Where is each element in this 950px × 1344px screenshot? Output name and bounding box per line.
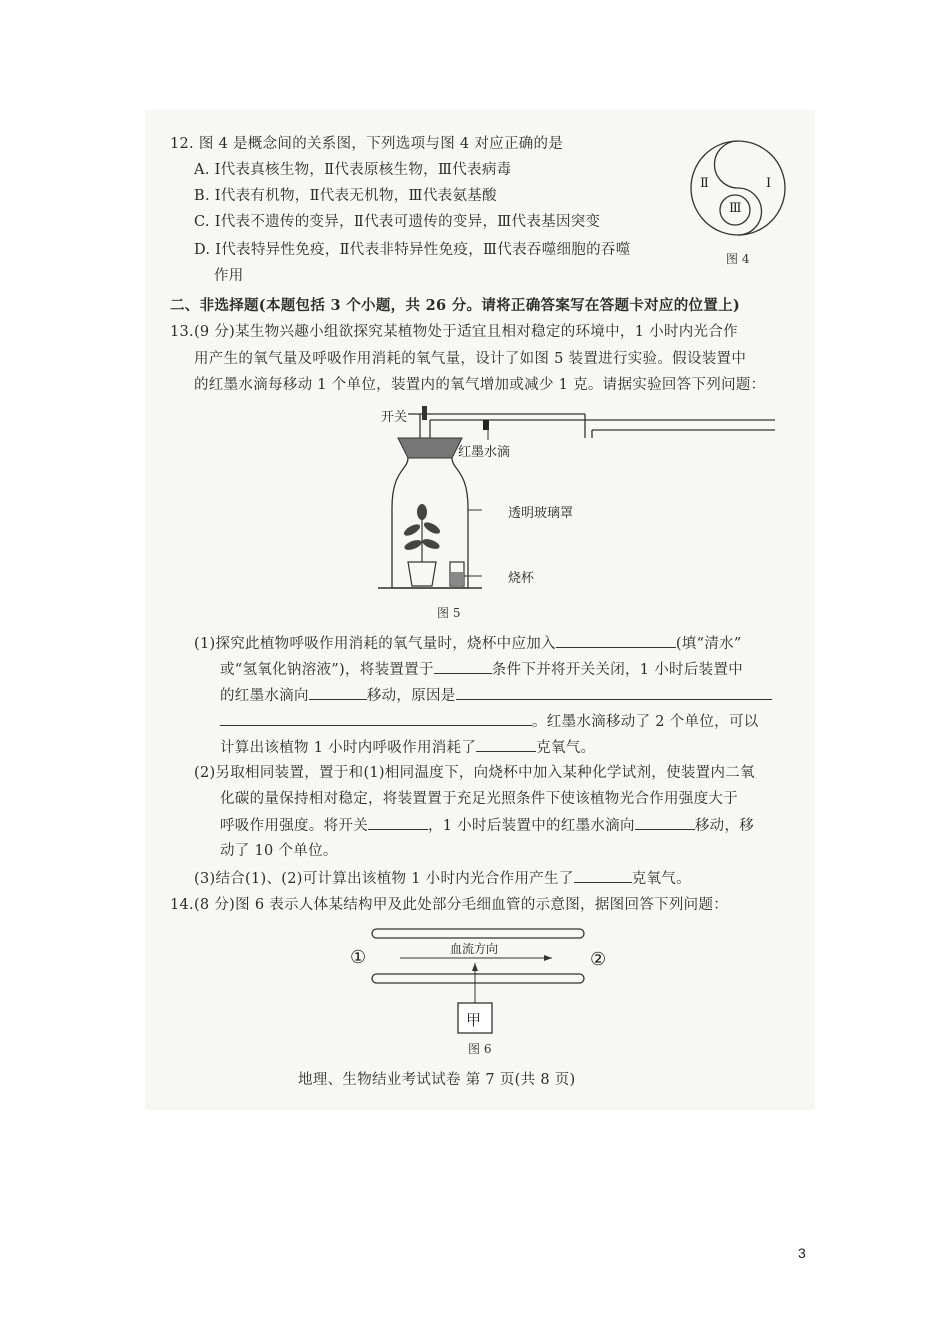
fig4-label-iii: Ⅲ <box>729 201 742 216</box>
q12-stem: 12. 图 4 是概念间的关系图，下列选项与图 4 对应正确的是 <box>170 136 564 152</box>
q13-p1-line-5: 计算出该植物 1 小时内呼吸作用消耗了 克氧气。 <box>220 737 595 758</box>
q13-p2-line-2: 化碳的量保持相对稳定，将装置置于充足光照条件下使该植物光合作用强度大于 <box>220 791 738 807</box>
q13-intro-2: 用产生的氧气量及呼吸作用消耗的氧气量，设计了如图 5 装置进行实验。假设装置中 <box>194 351 747 367</box>
q13-p1-line-3: 的红墨水滴向 移动，原因是 <box>220 685 772 706</box>
q13-p2-line-1: (2)另取相同装置，置于和(1)相同温度下，向烧杯中加入某种化学试剂，使装置内二氧 <box>194 765 755 781</box>
q13-p1-line-2: 或“氢氧化钠溶液”)，将装置置于 条件下并将开关关闭，1 小时后装置中 <box>220 659 743 680</box>
answer-blank[interactable] <box>434 659 492 674</box>
q12-option-d-cont: 作用 <box>214 268 244 284</box>
fig6-caption: 图 6 <box>468 1042 492 1056</box>
q13-intro-1: 13.(9 分)某生物兴趣小组欲探究某植物处于适宜且相对稳定的环境中，1 小时内光合作 <box>170 324 738 340</box>
answer-blank[interactable] <box>574 868 632 883</box>
fig5-label-switch: 开关 <box>381 410 408 425</box>
fig4-label-ii: Ⅱ <box>700 176 709 191</box>
q12-option-b: B. Ⅰ代表有机物，Ⅱ代表无机物，Ⅲ代表氨基酸 <box>194 188 497 204</box>
exam-footer: 地理、生物结业考试试卷 第 7 页(共 8 页) <box>298 1072 576 1088</box>
q13-p1-line-4: 。红墨水滴移动了 2 个单位，可以 <box>220 711 759 732</box>
q13-p3-line: (3)结合(1)、(2)可计算出该植物 1 小时内光合作用产生了 克氧气。 <box>194 868 691 889</box>
fig5-label-glass-cover: 透明玻璃罩 <box>508 506 574 521</box>
answer-blank[interactable] <box>635 815 695 830</box>
fig5-label-ink-drop: 红墨水滴 <box>458 445 511 460</box>
q13-p2-line-4: 动了 10 个单位。 <box>220 843 338 859</box>
q14-stem: 14.(8 分)图 6 表示人体某结构甲及此处部分毛细血管的示意图，据图回答下列问题： <box>170 897 729 913</box>
fig6-label-flow-direction: 血流方向 <box>450 942 499 956</box>
fig4-label-i: Ⅰ <box>766 176 772 191</box>
fig6-label-2: ② <box>590 949 607 970</box>
figure-5-apparatus <box>370 400 790 600</box>
fig6-label-1: ① <box>350 947 367 968</box>
answer-blank[interactable] <box>556 633 676 648</box>
answer-blank[interactable] <box>220 711 532 726</box>
q13-intro-3: 的红墨水滴每移动 1 个单位，装置内的氧气增加或减少 1 克。请据实验回答下列问题： <box>194 377 766 393</box>
fig5-caption: 图 5 <box>437 606 461 620</box>
q12-option-d: D. Ⅰ代表特异性免疫，Ⅱ代表非特异性免疫，Ⅲ代表吞噬细胞的吞噬 <box>194 242 631 258</box>
answer-blank[interactable] <box>456 685 772 700</box>
q12-option-c: C. Ⅰ代表不遗传的变异，Ⅱ代表可遗传的变异，Ⅲ代表基因突变 <box>194 214 601 230</box>
q12-option-a: A. Ⅰ代表真核生物，Ⅱ代表原核生物，Ⅲ代表病毒 <box>194 162 512 178</box>
fig4-caption: 图 4 <box>726 252 750 266</box>
fig5-label-beaker: 烧杯 <box>508 571 535 586</box>
answer-blank[interactable] <box>309 685 367 700</box>
page-number: 3 <box>798 1245 806 1261</box>
section-2-heading: 二、非选择题(本题包括 3 个小题，共 26 分。请将正确答案写在答题卡对应的位置上) <box>170 297 741 314</box>
q13-p1-line-1: (1)探究此植物呼吸作用消耗的氧气量时，烧杯中应加入 (填“清水” <box>194 633 742 654</box>
answer-blank[interactable] <box>368 815 428 830</box>
fig6-label-jia: 甲 <box>466 1011 482 1029</box>
q13-p2-line-3: 呼吸作用强度。将开关 ，1 小时后装置中的红墨水滴向 移动，移 <box>220 815 754 836</box>
answer-blank[interactable] <box>476 737 536 752</box>
